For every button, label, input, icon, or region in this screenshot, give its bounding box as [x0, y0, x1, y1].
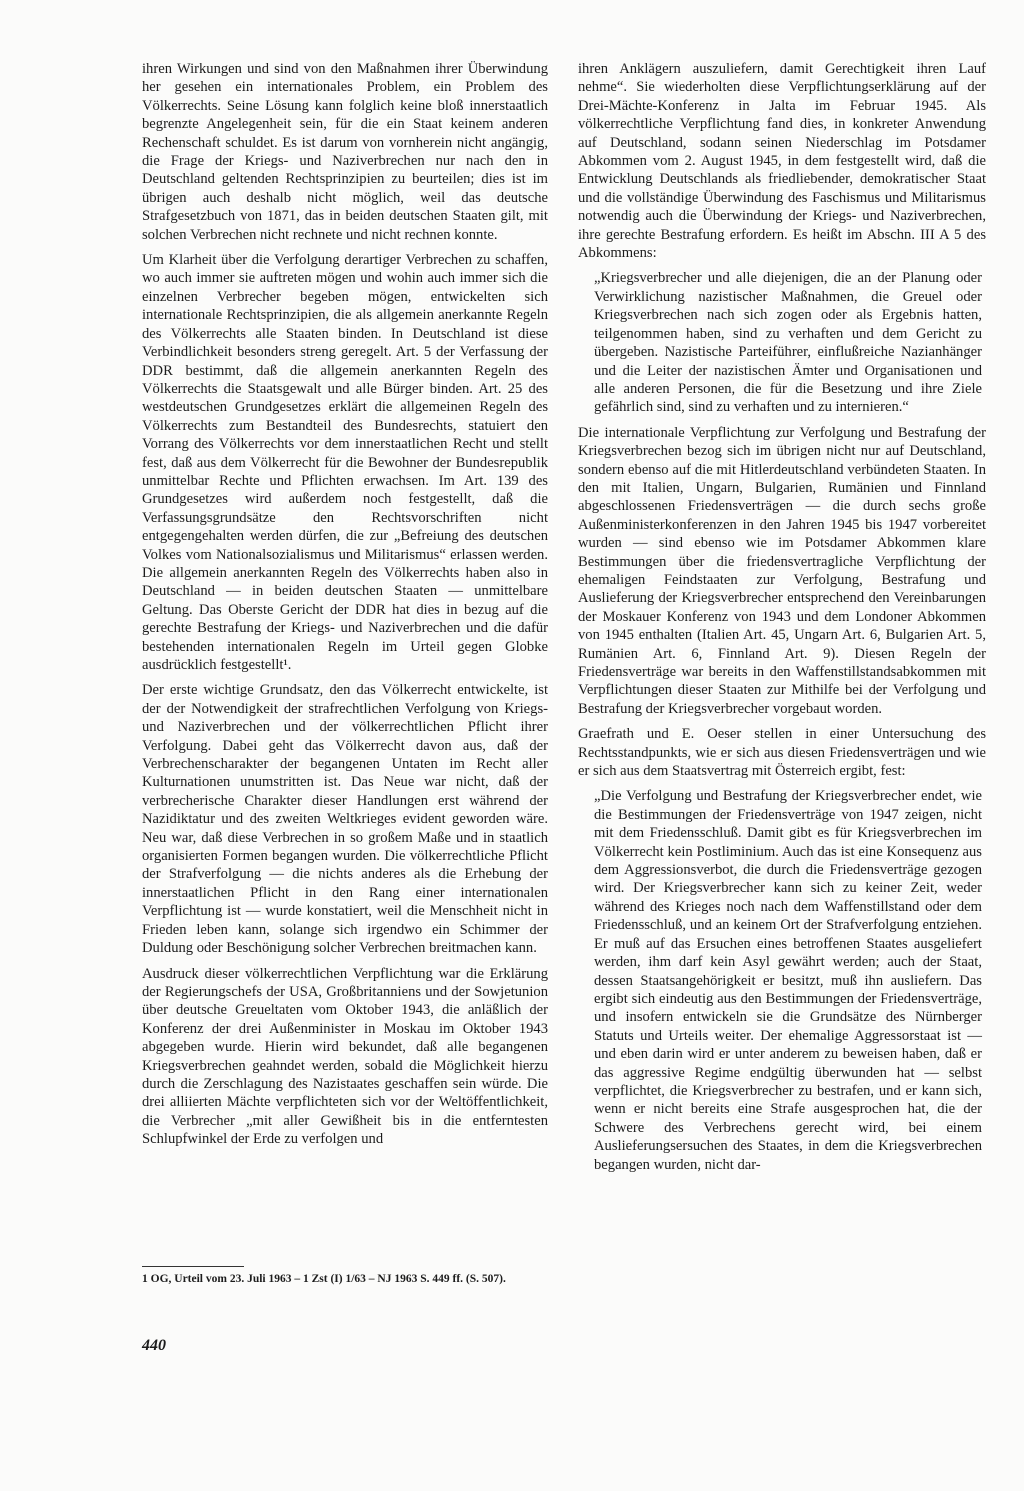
body-paragraph: Um Klarheit über die Verfolgung derartiger Verbrechen zu schaffen, wo auch immer sie auftreten mögen und wohin auch immer sich die einzelnen Verbrecher begeben mögen, entwickelten sich internationale Rechtsprinzipien, die als allgemein anerkannte Regeln des Völkerrechts alle Staaten binden. In Deutschland ist diese Verbindlichkeit besonders streng geregelt. Art. 5 der Verfassung der DDR bestimmt, daß die allgemein anerkannten Regeln des Völkerrechts die Staatsgewalt und alle Bürger binden. Art. 25 des westdeutschen Grundgesetzes erklärt die allgemeinen Regeln des Völkerrechts zum Bestandteil des Bundesrechts, statuiert den Vorrang des Völkerrechts vor dem innerstaatlichen Recht und stellt fest, daß aus dem Völkerrecht für die Bewohner der Bundesrepublik unmittelbar Rechte und Pflichten erwachsen. Im Art. 139 des Grundgesetzes wird außerdem noch festgestellt, daß die Verfassungsgrundsätze den Rechtsvorschriften nicht entgegengehalten werden dürfen, die zur „Befreiung des deutschen Volkes vom Nationalsozialismus und Militarismus“ erlassen werden. Die allgemein anerkannten Regeln des Völkerrechts haben also in Deutschland — in beiden deutschen Staaten — unmittelbare Geltung. Das Oberste Gericht der DDR hat dies in bezug auf die gerechte Bestrafung der Kriegs- und Naziverbrechen und die dafür bestehenden internationalen Regeln im Urteil gegen Globke ausdrücklich festgestellt¹. — [142, 252, 548, 673]
footnote: 1 OG, Urteil vom 23. Juli 1963 – 1 Zst (I) 1/63 – NJ 1963 S. 449 ff. (S. 507). — [142, 1273, 506, 1285]
body-paragraph: Der erste wichtige Grundsatz, den das Völkerrecht entwickelte, ist der der Notwendigkeit der strafrechtlichen Verfolgung von Kriegs- und Naziverbrechen und der völkerrechtlichen Pflicht ihrer Verfolgung. Dabei geht das Völkerrecht davon aus, daß der Verbrechenscharakter der begangenen Untaten im Recht aller Kulturnationen unumstritten ist. Das Neue war nicht, daß der verbrecherische Charakter dieser Handlungen erst während der Nazidiktatur und des zweiten Weltkrieges evident geworden wäre. Neu war, daß diese Verbrechen in so großem Maße und in staatlich organisierten Formen begangen wurden. Die völkerrechtliche Pflicht der Strafverfolgung — die nichts anderes als die Erhebung der innerstaatlichen Pflicht in den Rang einer internationalen Verpflichtung ist — wurde konstatiert, weil die Menschheit nicht in Frieden leben kann, solange sich irgendwo ein Schimmer der Duldung oder Beschönigung solcher Verbrechen breitmachen kann. — [142, 682, 548, 957]
body-paragraph: Graefrath und E. Oeser stellen in einer Untersuchung des Rechtsstandpunkts, wie er sich aus diesen Friedensverträgen und wie er sich aus dem Staatsvertrag mit Österreich ergibt, fest: — [578, 726, 986, 780]
block-quote: „Kriegsverbrecher und alle diejenigen, die an der Planung oder Verwirklichung nazistischer Maßnahmen, die Greuel oder Kriegsverbrechen nach sich zogen oder als Ergebnis hatten, teilgenommen haben, sind zu verhaften und dem Gericht zu übergeben. Nazistische Parteiführer, einflußreiche Nazianhänger und die Leiter der nazistischen Ämter und Organisationen und alle anderen Personen, die für die Besetzung und ihre Ziele gefährlich sind, sind zu verhaften und zu internieren.“ — [594, 270, 982, 416]
right-column — [578, 60, 986, 1181]
body-paragraph: Die internationale Verpflichtung zur Verfolgung und Bestrafung der Kriegsverbrechen bezog sich im übrigen nicht nur auf Deutschland, sondern ebenso auf die mit Hitlerdeutschland verbündeten Staaten. In den mit Italien, Ungarn, Bulgarien, Rumänien und Finnland abgeschlossenen Friedensverträgen — die durch sechs große Außenministerkonferenzen in den Jahren 1945 bis 1947 vorbereitet wurden — sind ebenso wie im Potsdamer Abkommen klare Bestimmungen über die friedensvertragliche Verpflichtung der ehemaligen Feindstaaten zur Verfolgung, Bestrafung und Auslieferung der Kriegsverbrecher entsprechend den Vereinbarungen der Moskauer Konferenz von 1943 und dem Londoner Abkommen von 1945 enthalten (Italien Art. 45, Ungarn Art. 6, Bulgarien Art. 5, Rumänien Art. 6, Finnland Art. 9). Diesen Regeln der Friedensverträge war bereits in den Waffenstillstandsabkommen mit Verpflichtungen dieser Staaten zur Mithilfe bei der Verfolgung und Bestrafung der Kriegsverbrecher vorgebaut worden. — [578, 424, 986, 717]
left-column — [142, 60, 548, 1156]
footnote-divider — [142, 1266, 244, 1267]
body-paragraph: ihren Anklägern auszuliefern, damit Gerechtigkeit ihren Lauf nehme“. Sie wiederholten diese Verpflichtungserklärung auf der Drei-Mächte-Konferenz in Jalta im Februar 1945. Als völkerrechtliche Verpflichtung fand dies, in konkreter Anwendung auf Deutschland, sodann seinen Niederschlag im Potsdamer Abkommen vom 2. August 1945, in dem festgestellt wird, daß die Entwicklung Deutschlands als friedliebender, demokratischer Staat und die vollständige Überwindung des Faschismus und Militarismus notwendig auch die Überwindung der Kriegs- und Naziverbrechen, ihre gerechte Bestrafung erfordern. Es heißt im Abschn. III A 5 des Abkommens: — [578, 61, 986, 262]
body-paragraph: ihren Wirkungen und sind von den Maßnahmen ihrer Überwindung her gesehen ein internationales Problem, ein Problem des Völkerrechts. Seine Lösung kann folglich keine bloß innerstaatlich begrenzte Angelegenheit sein, für die ein Staat keinem anderen Rechenschaft schuldet. Es ist darum von vornherein nicht angängig, die Frage der Kriegs- und Naziverbrechen nur nach den in Deutschland geltenden Rechtsprinzipien zu beurteilen; dies ist im übrigen auch deshalb nicht möglich, weil das deutsche Strafgesetzbuch von 1871, das in beiden deutschen Staaten gilt, mit solchen Verbrechen nicht rechnete und nicht rechnen konnte. — [142, 61, 548, 243]
block-quote: „Die Verfolgung und Bestrafung der Kriegsverbrecher endet, wie die Bestimmungen der Friedensverträge von 1947 zeigen, nicht mit dem Friedensschluß. Damit gibt es für Kriegsverbrechen im Völkerrecht kein Postliminium. Auch das ist eine Konsequenz aus dem Aggressionsverbot, die durch die Friedensverträge gezogen wird. Der Kriegsverbrecher kann sich zu keiner Zeit, weder während des Krieges noch nach dem Waffenstillstand oder dem Friedensschluß, und an keinem Ort der Strafverfolgung entziehen. Er muß auf das Ersuchen eines betroffenen Staates ausgeliefert werden, ihm darf kein Asyl gewährt werden; auch der Staat, dessen Staatsangehörigkeit er besitzt, muß ihn ausliefern. Das ergibt sich eindeutig aus den Bestimmungen der Friedensverträge, und insofern entwickeln sie die Grundsätze des Nürnberger Statuts und Urteils weiter. Der ehemalige Aggressorstaat ist — und eben darin wird er unter anderem zu beweisen haben, daß er das aggressive Regime endgültig überwunden hat — selbst verpflichtet, die Kriegsverbrecher zu bestrafen, und er kann sich, wenn er nicht bereits eine Strafe ausgesprochen hat, die der Schwere des Verbrechens gerecht wird, bei einem Auslieferungsersuchen des Staates, in dem die Kriegsverbrechen begangen wurden, nicht dar- — [594, 788, 982, 1173]
body-paragraph: Ausdruck dieser völkerrechtlichen Verpflichtung war die Erklärung der Regierungschefs der USA, Großbritanniens und der Sowjetunion über deutsche Greueltaten vom Oktober 1943, die anläßlich der Konferenz der drei Außenminister in Moskau im Oktober 1943 abgegeben wurde. Hierin wird bekundet, daß alle begangenen Kriegsverbrechen geahndet werden, sobald die Möglichkeit hierzu durch die Zerschlagung des Nazistaates geschaffen sein würde. Die drei alliierten Mächte verpflichteten sich vor der Weltöffentlichkeit, die Verbrecher „mit aller Gewißheit bis in die entferntesten Schlupfwinkel der Erde zu verfolgen und — [142, 965, 548, 1148]
page-number: 440 — [142, 1337, 166, 1354]
